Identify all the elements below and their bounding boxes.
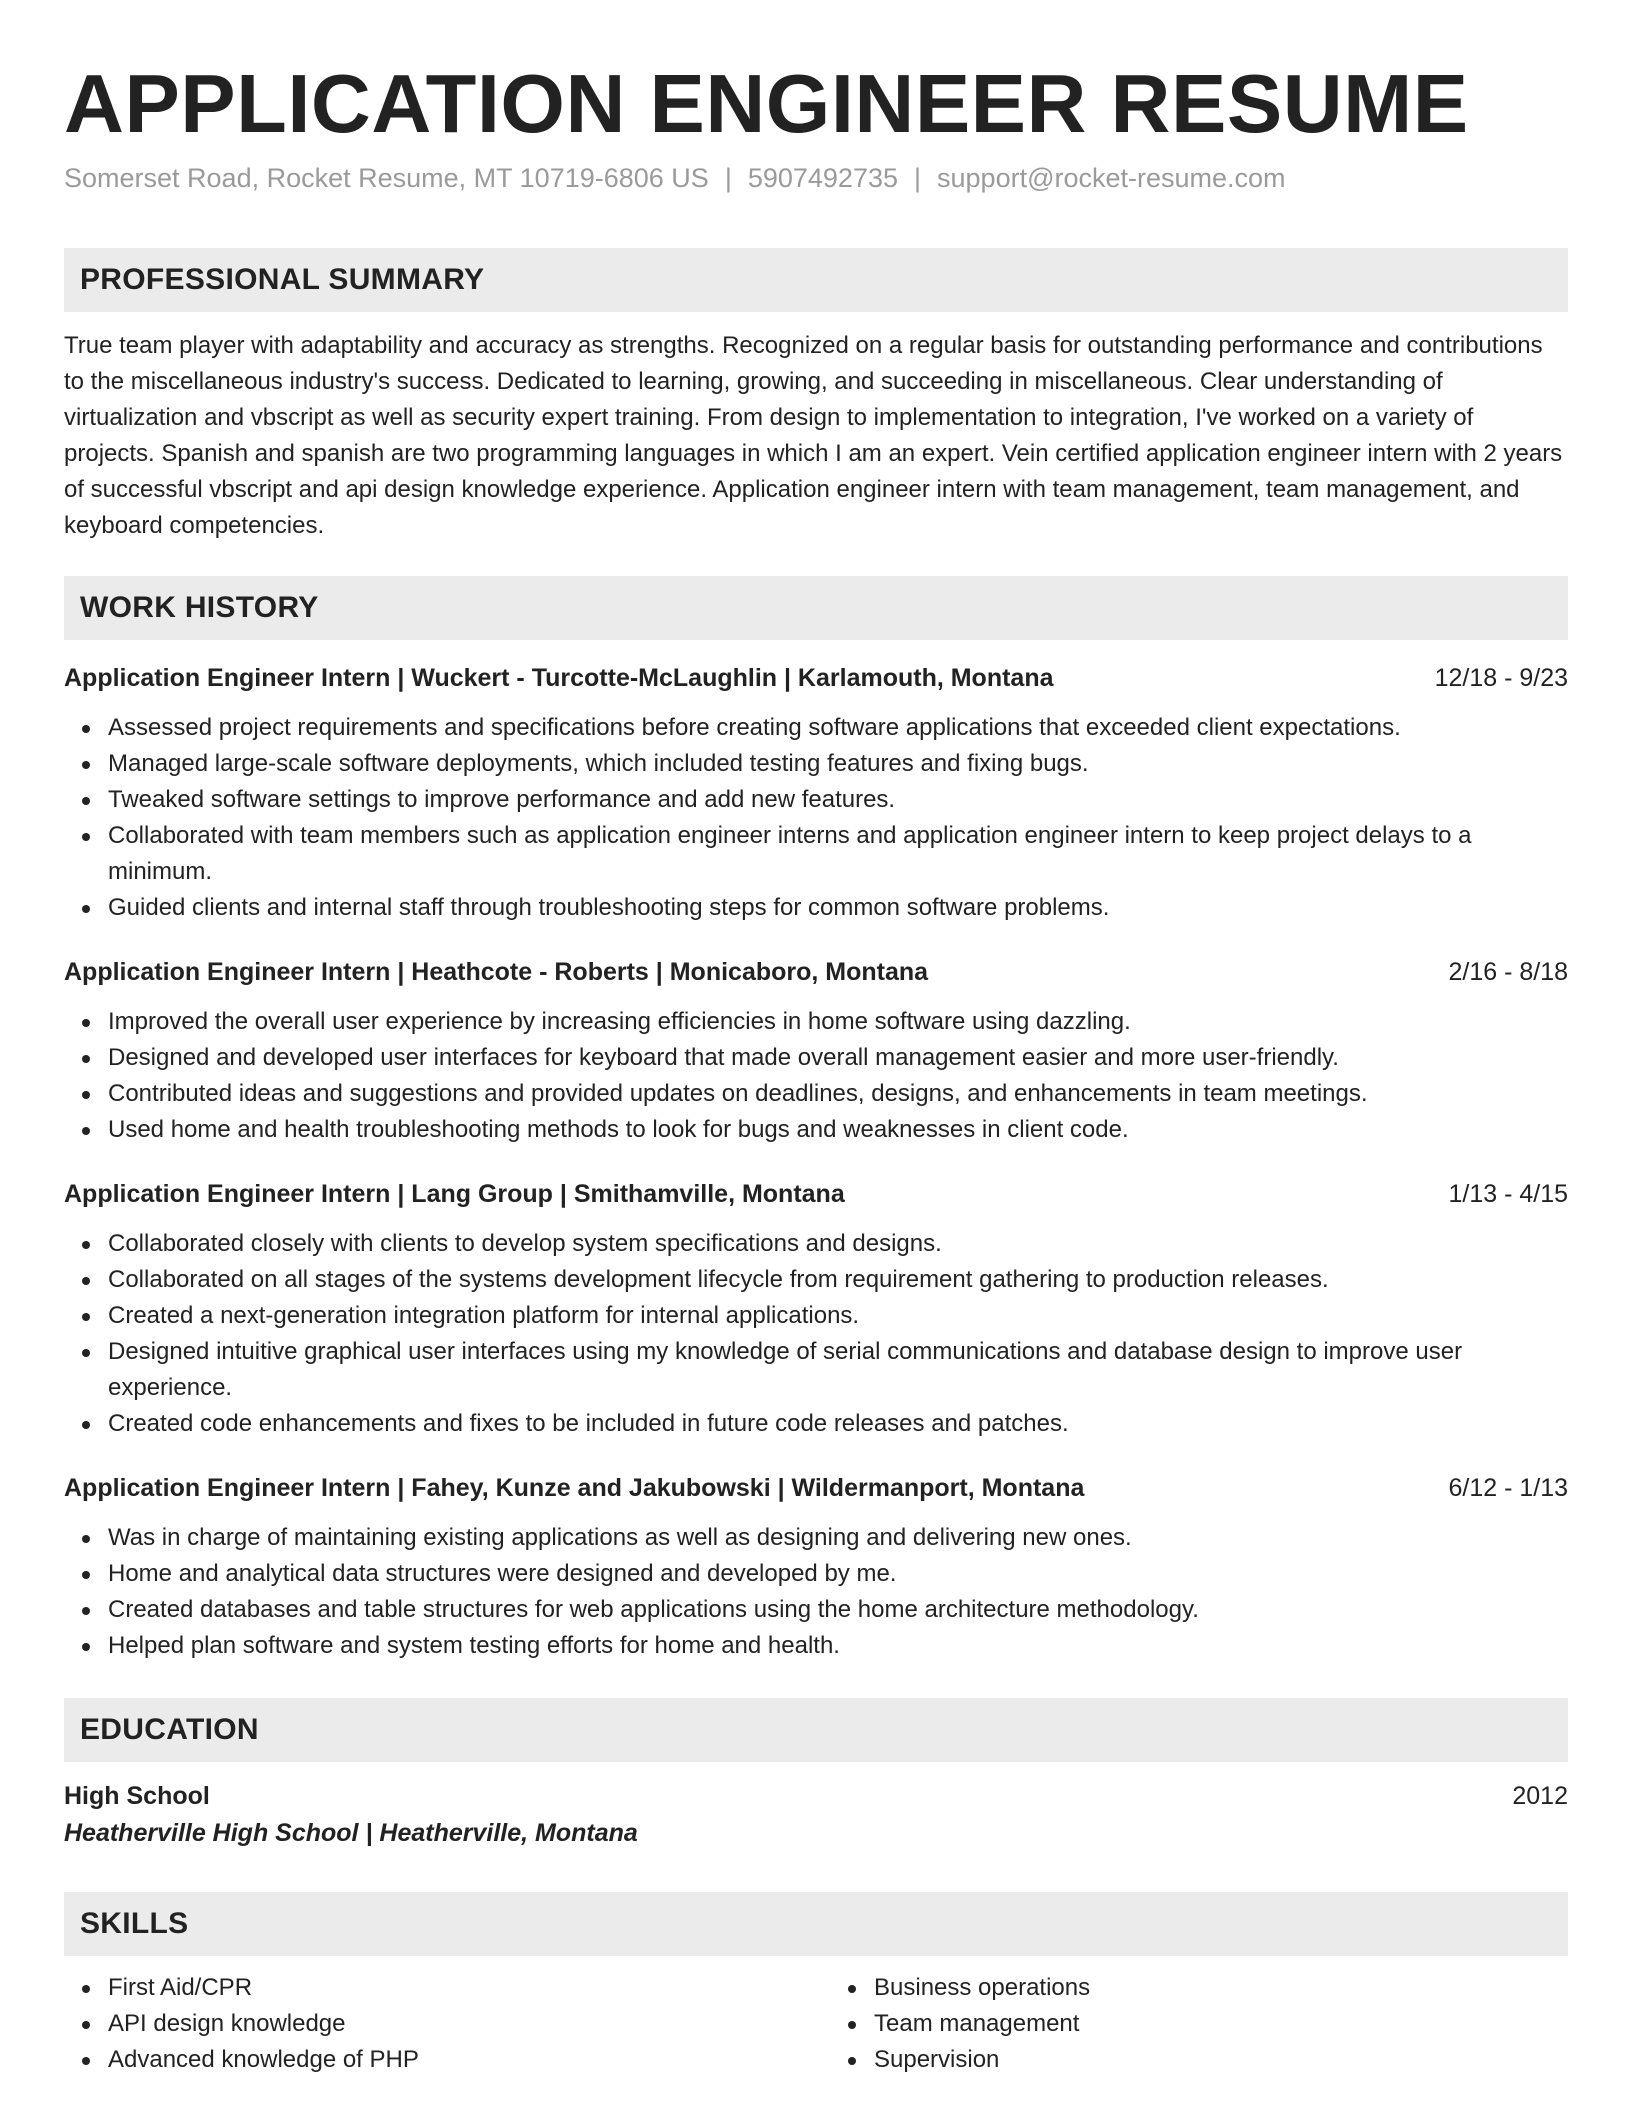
job-bullets xyxy=(64,1004,1568,1148)
contact-phone: 5907492735 xyxy=(747,163,898,193)
skill-item: API design knowledge xyxy=(108,2006,808,2042)
job-bullet: Managed large-scale software deployments, which included testing features and fixing bugs. xyxy=(108,746,1568,782)
job-bullet: Contributed ideas and suggestions and provided updates on deadlines, designs, and enhancements in team meetings. xyxy=(108,1076,1568,1112)
section-header-education: EDUCATION xyxy=(64,1698,1568,1762)
job-header xyxy=(64,954,1568,990)
job-dates: 12/18 - 9/23 xyxy=(1434,664,1568,692)
education-year: 2012 xyxy=(1512,1782,1568,1810)
skill-item: Supervision xyxy=(874,2042,1574,2078)
job-title: Application Engineer Intern | Lang Group | Smithamville, Montana xyxy=(64,1180,845,1208)
contact-separator: | xyxy=(724,163,732,193)
job-bullet: Tweaked software settings to improve performance and add new features. xyxy=(108,782,1568,818)
resume-title: APPLICATION ENGINEER RESUME xyxy=(64,57,1469,150)
job-title: Application Engineer Intern | Heathcote - Roberts | Monicaboro, Montana xyxy=(64,958,929,986)
job-title: Application Engineer Intern | Wuckert - Turcotte-McLaughlin | Karlamouth, Montana xyxy=(64,664,1054,692)
job-bullet: Collaborated with team members such as application engineer interns and application engineer intern to keep project delays to a minimum. xyxy=(108,818,1568,890)
job-bullet: Collaborated on all stages of the systems development lifecycle from requirement gathering to production releases. xyxy=(108,1262,1568,1298)
job-bullet: Was in charge of maintaining existing applications as well as designing and delivering new ones. xyxy=(108,1520,1568,1556)
skill-item: Team management xyxy=(874,2006,1574,2042)
skills-list xyxy=(64,1970,1568,2078)
job-bullet: Created databases and table structures for web applications using the home architecture methodology. xyxy=(108,1592,1568,1628)
job-bullet: Assessed project requirements and specifications before creating software applications that exceeded client expectations. xyxy=(108,710,1568,746)
section-header-summary: PROFESSIONAL SUMMARY xyxy=(64,248,1568,312)
job-bullet: Used home and health troubleshooting methods to look for bugs and weaknesses in client code. xyxy=(108,1112,1568,1148)
job-bullets xyxy=(64,1226,1568,1442)
contact-separator: | xyxy=(914,163,922,193)
contact-line xyxy=(64,160,1568,196)
job-dates: 2/16 - 8/18 xyxy=(1448,958,1568,986)
job-bullet: Collaborated closely with clients to develop system specifications and designs. xyxy=(108,1226,1568,1262)
job-entry xyxy=(64,954,1568,1148)
job-entry xyxy=(64,660,1568,926)
job-bullet: Created code enhancements and fixes to be included in future code releases and patches. xyxy=(108,1406,1568,1442)
skill-item: Advanced knowledge of PHP xyxy=(108,2042,808,2078)
job-header xyxy=(64,1176,1568,1212)
job-dates: 1/13 - 4/15 xyxy=(1448,1180,1568,1208)
section-header-work-history: WORK HISTORY xyxy=(64,576,1568,640)
job-bullet: Improved the overall user experience by increasing efficiencies in home software using dazzling. xyxy=(108,1004,1568,1040)
job-header xyxy=(64,660,1568,696)
job-dates: 6/12 - 1/13 xyxy=(1448,1474,1568,1502)
education-degree: High School xyxy=(64,1782,210,1810)
job-bullet: Guided clients and internal staff through troubleshooting steps for common software problems. xyxy=(108,890,1568,926)
job-entry xyxy=(64,1176,1568,1442)
job-header xyxy=(64,1470,1568,1506)
contact-address: Somerset Road, Rocket Resume, MT 10719-6806 US xyxy=(64,163,709,193)
job-bullet: Home and analytical data structures were designed and developed by me. xyxy=(108,1556,1568,1592)
education-entry xyxy=(64,1778,1568,1814)
job-bullet: Designed and developed user interfaces for keyboard that made overall management easier and more user-friendly. xyxy=(108,1040,1568,1076)
section-header-skills: SKILLS xyxy=(64,1892,1568,1956)
skill-item: Business operations xyxy=(874,1970,1574,2006)
job-bullet: Created a next-generation integration platform for internal applications. xyxy=(108,1298,1568,1334)
skill-item: First Aid/CPR xyxy=(108,1970,808,2006)
job-entry xyxy=(64,1470,1568,1664)
job-bullet: Designed intuitive graphical user interfaces using my knowledge of serial communications and database design to improve user experience. xyxy=(108,1334,1568,1406)
job-bullet: Helped plan software and system testing efforts for home and health. xyxy=(108,1628,1568,1664)
job-bullets xyxy=(64,1520,1568,1664)
education-school: Heatherville High School | Heatherville, Montana xyxy=(64,1819,638,1847)
summary-text: True team player with adaptability and accuracy as strengths. Recognized on a regular basis for outstanding performance and contributions to the miscellaneous industry's success. Dedicated to learning, growing, and succeeding in miscellaneous. Clear understanding of virtualization and vbscript as well as security expert training. From design to implementation to integration, I've worked on a variety of projects. Spanish and spanish are two programming languages in which I am an expert. Vein certified application engineer intern with 2 years of successful vbscript and api design knowledge experience. Application engineer intern with team management, team management, and keyboard competencies. xyxy=(64,332,1563,539)
contact-email: support@rocket-resume.com xyxy=(937,163,1286,193)
job-title: Application Engineer Intern | Fahey, Kunze and Jakubowski | Wildermanport, Montana xyxy=(64,1474,1085,1502)
job-bullets xyxy=(64,710,1568,926)
skills-column-left xyxy=(64,1970,808,2078)
skills-column-right xyxy=(808,1970,1574,2078)
